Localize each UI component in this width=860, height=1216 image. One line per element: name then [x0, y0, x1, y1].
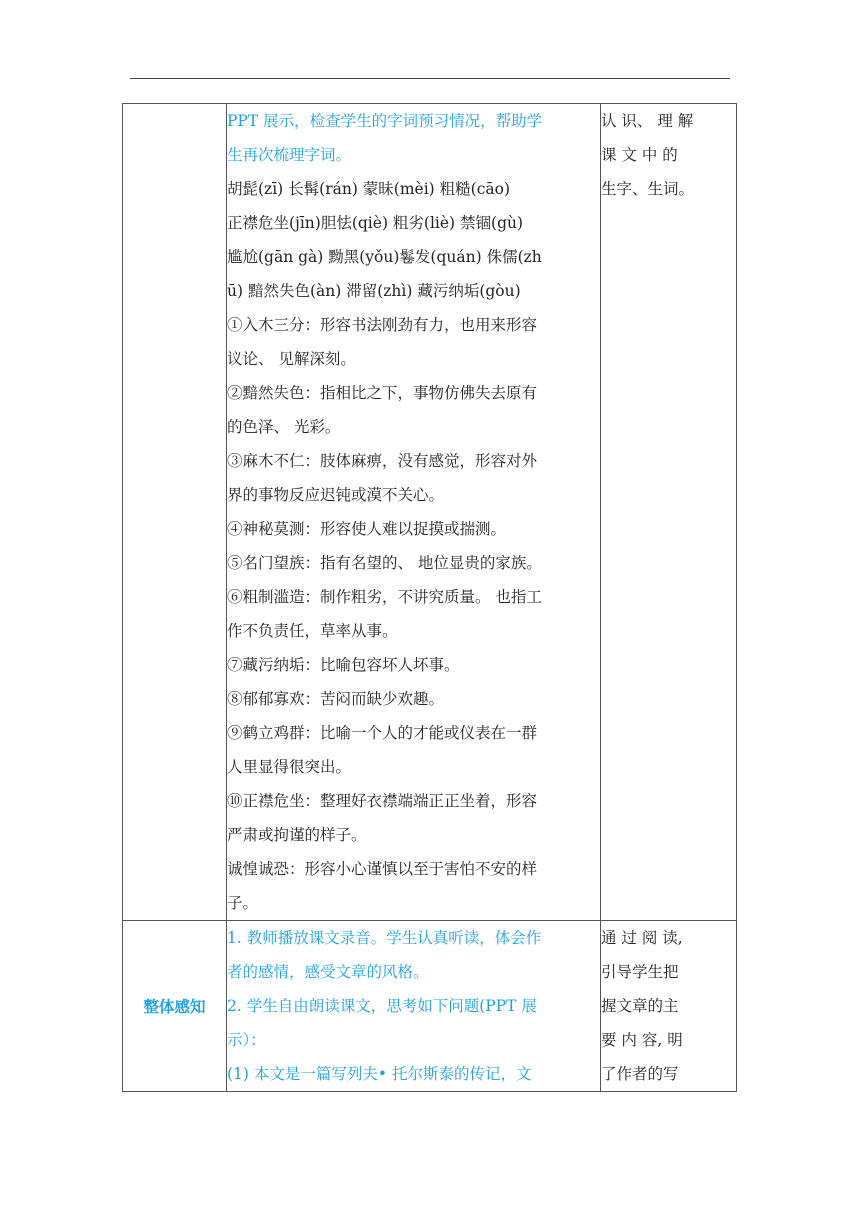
pinyin-line: 正襟危坐(jīn)胆怯(qiè) 粗劣(liè) 禁锢(gù) [227, 214, 524, 232]
goal-line: 课 文 中 的 [601, 146, 678, 164]
goal-line: 认 识、 理 解 [601, 112, 694, 130]
table-row [123, 921, 737, 1092]
activity-cell [227, 921, 601, 1092]
goal-cell [601, 104, 737, 921]
definition-line: ④神秘莫测：形容使人难以捉摸或揣测。 [227, 520, 507, 538]
table-row [123, 104, 737, 921]
definition-line: 严肃或拘谨的样子。 [227, 826, 367, 844]
pinyin-line: 尴尬(gān gà) 黝黑(yǒu)鬈发(quán) 侏儒(zh [227, 248, 542, 266]
section-label: 整体感知 [143, 998, 206, 1016]
definition-line: 界的事物反应迟钝或漠不关心。 [227, 486, 445, 504]
intro-line: 生再次梳理字词。 [227, 146, 352, 164]
section-label-cell [123, 104, 227, 921]
activity-line: 1. 教师播放课文录音。学生认真听读，体会作 [227, 929, 542, 947]
section-label-cell [123, 921, 227, 1092]
pinyin-line: ū) 黯然失色(àn) 滞留(zhì) 藏污纳垢(gòu) [227, 282, 521, 300]
activity-line: 示）： [227, 1031, 266, 1049]
definition-line: ⑤名门望族：指有名望的、 地位显贵的家族。 [227, 554, 542, 572]
intro-line: PPT 展示，检查学生的字词预习情况，帮助学 [227, 112, 543, 130]
definition-line: 的色泽、 光彩。 [227, 418, 341, 436]
definition-line: 人里显得很突出。 [227, 758, 352, 776]
activity-cell [227, 104, 601, 921]
pinyin-line: 胡髭(zī) 长髯(rán) 蒙昧(mèi) 粗糙(cāo) [227, 180, 510, 198]
definition-line: ⑥粗制滥造：制作粗劣，不讲究质量。 也指工 [227, 588, 542, 606]
goal-line: 要 内 容, 明 [601, 1031, 683, 1049]
definition-line: 议论、 见解深刻。 [227, 350, 356, 368]
lesson-plan-table [122, 103, 737, 1092]
goal-line: 通 过 阅 读, [601, 929, 683, 947]
definition-line: 诚惶诚恐：形容小心谨慎以至于害怕不安的样 [227, 860, 538, 878]
header-rule [130, 78, 730, 79]
goal-line: 了作者的写 [601, 1065, 679, 1083]
definition-line: ①入木三分：形容书法刚劲有力，也用来形容 [227, 316, 538, 334]
definition-line: ⑩正襟危坐：整理好衣襟端端正正坐着，形容 [227, 792, 538, 810]
definition-line: ⑦藏污纳垢：比喻包容坏人坏事。 [227, 656, 460, 674]
definition-line: 子。 [227, 894, 259, 912]
goal-line: 引导学生把 [601, 963, 679, 981]
activity-line: 者的感情，感受文章的风格。 [227, 963, 429, 981]
activity-line: 2. 学生自由朗读课文，思考如下问题(PPT 展 [227, 997, 537, 1015]
definition-line: ⑨鹤立鸡群：比喻一个人的才能或仪表在一群 [227, 724, 538, 742]
activity-line: (1) 本文是一篇写列夫• 托尔斯泰的传记，文 [227, 1065, 532, 1083]
definition-line: 作不负责任，草率从事。 [227, 622, 398, 640]
goal-line: 生字、生词。 [601, 180, 695, 198]
definition-line: ②黯然失色：指相比之下，事物仿佛失去原有 [227, 384, 538, 402]
goal-cell [601, 921, 737, 1092]
goal-line: 握文章的主 [601, 997, 679, 1015]
definition-line: ③麻木不仁：肢体麻痹，没有感觉，形容对外 [227, 452, 538, 470]
definition-line: ⑧郁郁寡欢：苦闷而缺少欢趣。 [227, 690, 445, 708]
